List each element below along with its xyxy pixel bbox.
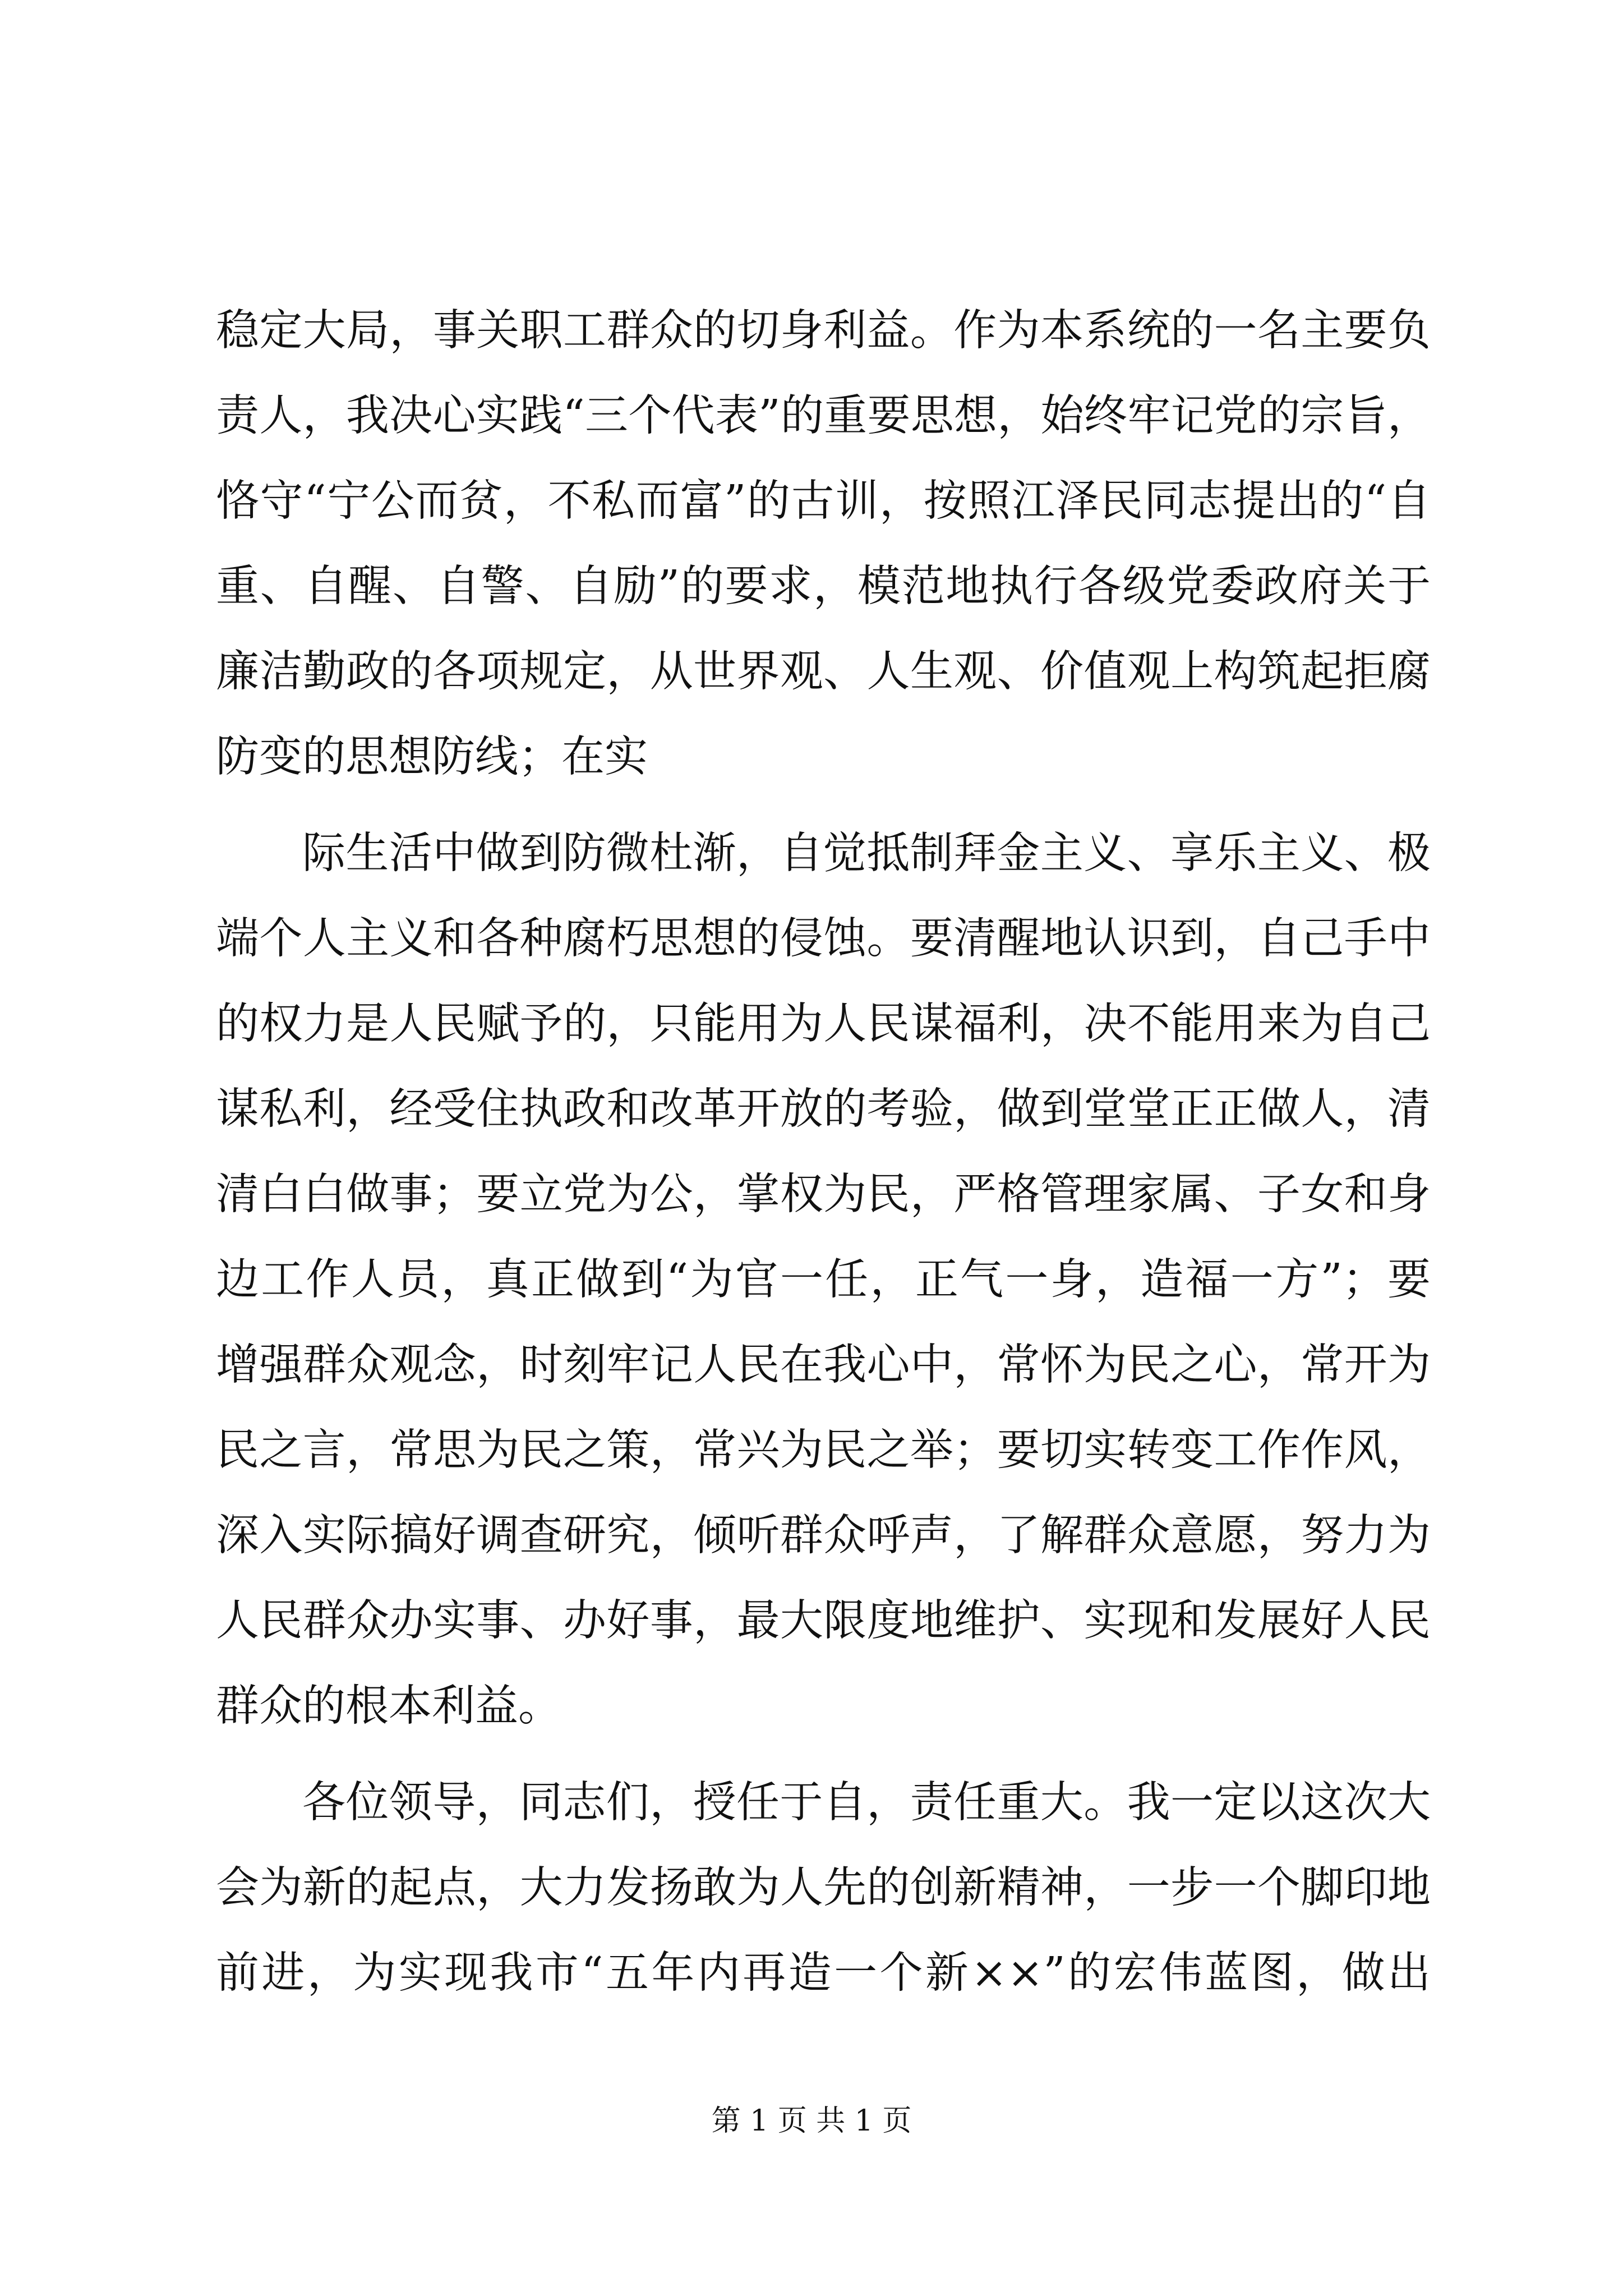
text-line: 责人，我决心实践“三个代表”的重要思想，始终牢记党的宗旨， bbox=[216, 391, 1431, 441]
paragraph bbox=[216, 288, 1431, 800]
text-line: 恪守“宁公而贫，不私而富”的古训，按照江泽民同志提出的“自 bbox=[216, 476, 1431, 526]
text-line: 各位领导，同志们，授任于自，责任重大。我一定以这次大 bbox=[302, 1778, 1431, 1828]
text-line: 际生活中做到防微杜渐，自觉抵制拜金主义、享乐主义、极 bbox=[302, 829, 1431, 878]
text-line: 清白白做事；要立党为公，掌权为民，严格管理家属、子女和身 bbox=[216, 1170, 1431, 1220]
text-line: 会为新的起点，大力发扬敢为人先的创新精神，一步一个脚印地 bbox=[216, 1863, 1431, 1913]
text-line: 人民群众办实事、办好事，最大限度地维护、实现和发展好人民 bbox=[216, 1596, 1431, 1646]
paragraph bbox=[216, 1760, 1431, 2016]
text-line: 深入实际搞好调查研究，倾听群众呼声，了解群众意愿，努力为 bbox=[216, 1511, 1431, 1561]
text-line: 的权力是人民赋予的，只能用为人民谋福利，决不能用来为自己 bbox=[216, 999, 1431, 1049]
text-line: 谋私利，经受住执政和改革开放的考验，做到堂堂正正做人，清 bbox=[216, 1084, 1431, 1134]
document-body bbox=[216, 288, 1431, 2016]
text-line: 廉洁勤政的各项规定，从世界观、人生观、价值观上构筑起拒腐 bbox=[216, 647, 1431, 697]
page-number-footer: 第 1 页 共 1 页 bbox=[711, 2104, 912, 2138]
text-line: 群众的根本利益。 bbox=[216, 1681, 561, 1731]
paragraph bbox=[216, 811, 1431, 1749]
text-line: 边工作人员，真正做到“为官一任，正气一身，造福一方”；要 bbox=[216, 1255, 1431, 1305]
text-line: 端个人主义和各种腐朽思想的侵蚀。要清醒地认识到，自己手中 bbox=[216, 914, 1431, 964]
text-line: 增强群众观念，时刻牢记人民在我心中，常怀为民之心，常开为 bbox=[216, 1340, 1431, 1390]
text-line: 稳定大局，事关职工群众的切身利益。作为本系统的一名主要负 bbox=[216, 306, 1431, 356]
text-line: 防变的思想防线；在实 bbox=[216, 732, 648, 782]
text-line: 前进，为实现我市“五年内再造一个新××”的宏伟蓝图，做出 bbox=[216, 1948, 1431, 1998]
text-line: 民之言，常思为民之策，常兴为民之举；要切实转变工作作风， bbox=[216, 1425, 1431, 1475]
text-line: 重、自醒、自警、自励”的要求，模范地执行各级党委政府关于 bbox=[216, 562, 1431, 611]
